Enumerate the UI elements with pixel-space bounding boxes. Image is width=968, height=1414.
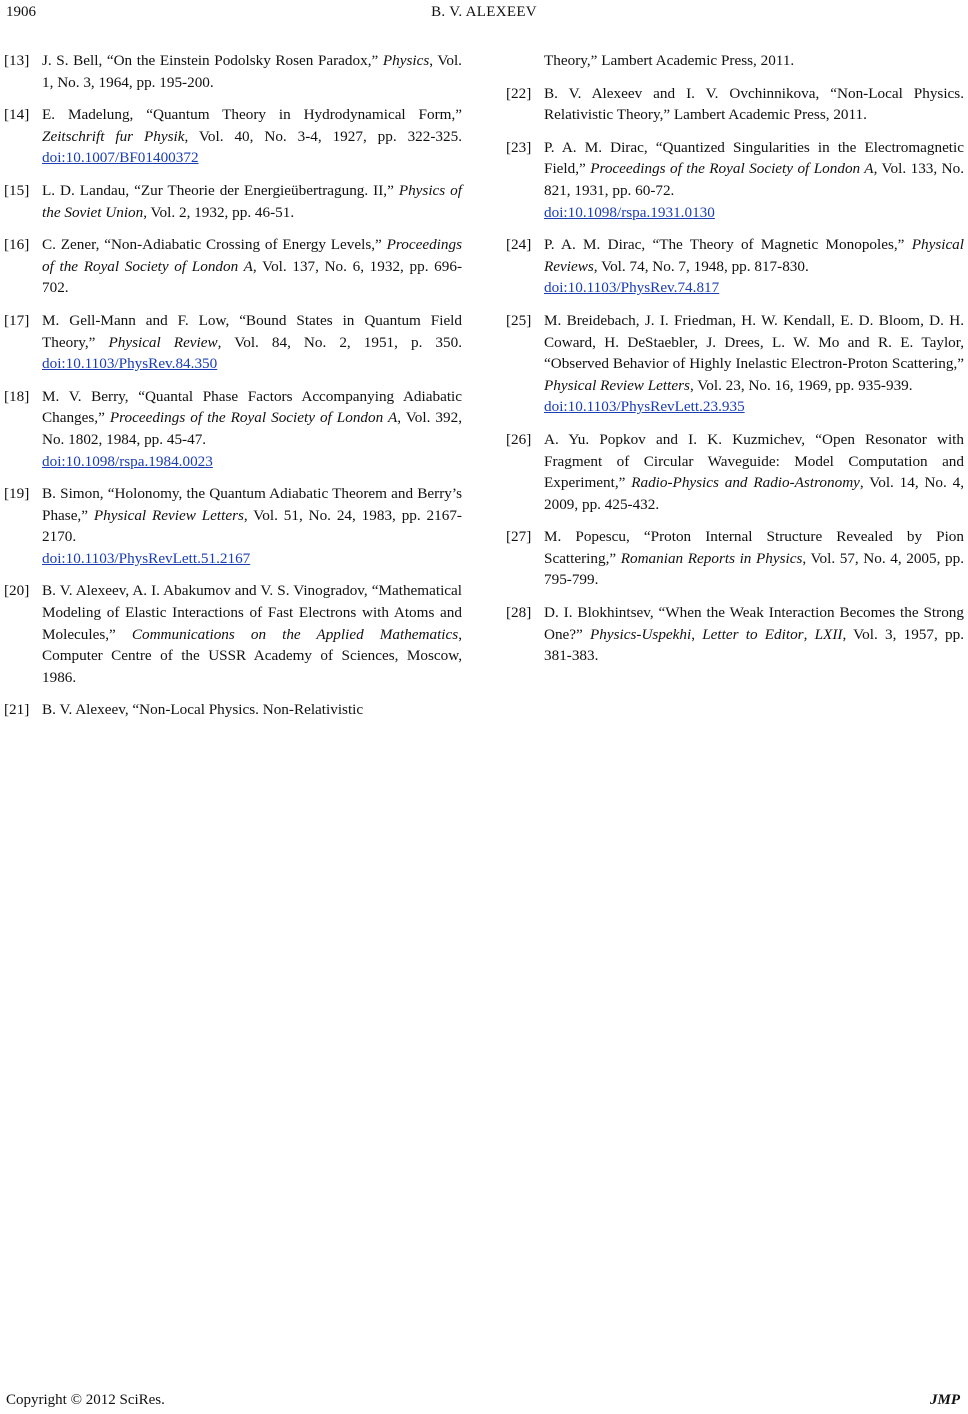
reference-text: [42, 483, 462, 569]
reference-journal: Proceedings of the Royal Society of London A: [590, 160, 874, 178]
reference-segment: , Vol. 57, No. 4, 2005, pp. 795-799.: [544, 549, 964, 589]
reference-item: [4, 386, 462, 472]
reference-segment: J. S. Bell, “On the Einstein Podolsky Rosen Paradox,”: [42, 52, 383, 69]
reference-segment: M. V. Berry, “Quantal Phase Factors Accompanying Adiabatic Changes,”: [42, 387, 462, 427]
reference-segment: , Vol. 51, No. 24, 1983, pp. 2167-2170.: [42, 506, 462, 546]
reference-journal: Zeitschrift fur Physik: [42, 127, 185, 145]
reference-item: [506, 83, 964, 126]
reference-text: [42, 310, 462, 375]
reference-item: [506, 526, 964, 591]
reference-number: [24]: [506, 236, 532, 254]
reference-text: [544, 310, 964, 418]
reference-item: [4, 180, 462, 223]
reference-segment: B. Simon, “Holonomy, the Quantum Adiabatic Theorem and Berry’s Phase,”: [42, 485, 462, 524]
reference-segment: , Vol. 40, No. 3-4, 1927, pp. 322-325.: [184, 127, 462, 145]
reference-segment: D. I. Blokhintsev, “When the Weak Interaction Becomes the Strong One?”: [544, 604, 964, 643]
reference-number: [21]: [4, 701, 30, 719]
reference-column-right: [506, 50, 964, 678]
reference-item: [506, 234, 964, 299]
reference-segment: B. V. Alexeev and I. V. Ovchinnikova, “Non-Local Physics. Relativistic Theory,” Lambert Academic Press, 2011.: [544, 84, 964, 124]
running-header-author: B. V. ALEXEEV: [431, 4, 537, 20]
reference-journal: Physical Review Letters: [93, 506, 244, 524]
reference-item: [4, 104, 462, 169]
reference-number: [27]: [506, 528, 532, 546]
footer-journal: JMP: [930, 1392, 960, 1408]
reference-segment: B. V. Alexeev, “Non-Local Physics. Non-Relativistic: [42, 701, 364, 719]
reference-column-left: [4, 50, 462, 732]
reference-journal: Proceedings of the Royal Society of London A: [109, 409, 398, 427]
reference-journal: Physical Reviews: [544, 236, 964, 275]
reference-item: [4, 580, 462, 688]
reference-text: [42, 234, 462, 299]
reference-number: [23]: [506, 138, 532, 156]
reference-segment: L. D. Landau, “Zur Theorie der Energieübertragung. II,”: [42, 181, 399, 199]
reference-segment: , Vol. 3, 1957, pp. 381-383.: [544, 625, 964, 665]
reference-number: [22]: [506, 84, 532, 102]
reference-number: [15]: [4, 181, 30, 199]
reference-segment: M. Breidebach, J. I. Friedman, H. W. Kendall, E. D. Bloom, D. H. Coward, H. DeStaebler, J. Drees, L. W. Mo and R. E. Taylor, “Observed Behavior of Highly Inelastic Electron-Proton Scattering,”: [544, 311, 964, 373]
reference-segment: ,: [803, 625, 815, 643]
reference-text: [544, 234, 964, 299]
reference-number: [26]: [506, 430, 532, 448]
reference-text: [544, 137, 964, 223]
reference-segment: , Vol. 137, No. 6, 1932, pp. 696-702.: [42, 257, 462, 297]
reference-text: [42, 50, 462, 93]
reference-segment: M. Gell-Mann and F. Low, “Bound States in Quantum Field Theory,”: [42, 311, 462, 351]
reference-item: [506, 602, 964, 667]
reference-journal: Radio-Physics and Radio-Astronomy: [631, 474, 860, 492]
doi-link[interactable]: doi:10.1007/BF01400372: [42, 149, 199, 167]
reference-segment: , Vol. 14, No. 4, 2009, pp. 425-432.: [544, 474, 965, 513]
reference-segment: E. Madelung, “Quantum Theory in Hydrodynamical Form,”: [42, 106, 462, 124]
reference-text: [42, 580, 462, 688]
page-number: 1906: [6, 4, 36, 20]
reference-journal: Physics-Uspekhi: [590, 625, 692, 643]
doi-link[interactable]: doi:10.1103/PhysRev.84.350: [42, 355, 218, 373]
reference-item: [506, 429, 964, 515]
reference-segment: A. Yu. Popkov and I. K. Kuzmichev, “Open Resonator with Fragment of Circular Waveguide: Model Computation and Experiment,”: [544, 430, 964, 492]
reference-number: [25]: [506, 311, 532, 329]
doi-link[interactable]: doi:10.1103/PhysRev.74.817: [544, 279, 720, 297]
reference-segment: M. Popescu, “Proton Internal Structure Revealed by Pion Scattering,”: [544, 528, 964, 567]
reference-segment: , Vol. 74, No. 7, 1948, pp. 817-830.: [593, 257, 809, 275]
reference-segment: , Computer Centre of the USSR Academy of Sciences, Moscow, 1986.: [42, 625, 462, 686]
reference-text: [544, 526, 964, 591]
doi-link[interactable]: doi:10.1103/PhysRevLett.23.935: [544, 398, 745, 416]
reference-journal: Physical Review Letters: [544, 376, 690, 394]
reference-number: [28]: [506, 604, 532, 622]
reference-segment: ,: [691, 625, 703, 643]
reference-21-continuation: Theory,” Lambert Academic Press, 2011.: [544, 52, 795, 69]
reference-journal: Proceedings of the Royal Society of London A: [42, 236, 462, 275]
reference-journal: Letter to Editor: [702, 625, 804, 643]
reference-number: [14]: [4, 106, 30, 124]
reference-item: [4, 699, 462, 721]
reference-item: [4, 483, 462, 569]
reference-item: [4, 234, 462, 299]
doi-link[interactable]: doi:10.1098/rspa.1931.0130: [544, 203, 715, 221]
reference-text: [42, 699, 462, 721]
reference-number: [13]: [4, 52, 30, 69]
reference-number: [17]: [4, 311, 30, 329]
reference-journal: Physical Review: [108, 333, 218, 351]
reference-segment: , Vol. 392, No. 1802, 1984, pp. 45-47.: [42, 409, 462, 448]
reference-text: [42, 180, 462, 223]
reference-journal: Romanian Reports in Physics: [620, 549, 803, 567]
reference-text: [42, 104, 462, 169]
reference-number: [16]: [4, 236, 30, 254]
footer-copyright: Copyright © 2012 SciRes.: [6, 1392, 165, 1408]
reference-journal: LXII: [814, 625, 843, 643]
reference-number: [18]: [4, 387, 30, 405]
reference-text: [544, 602, 964, 667]
reference-segment: , Vol. 133, No. 821, 1931, pp. 60-72.: [544, 160, 964, 199]
reference-segment: P. A. M. Dirac, “The Theory of Magnetic Monopoles,”: [544, 236, 912, 254]
reference-journal: Physics of the Soviet Union: [42, 181, 462, 221]
reference-text: [544, 429, 964, 515]
reference-item: [4, 50, 462, 93]
reference-item: [4, 310, 462, 375]
reference-segment: , Vol. 1, No. 3, 1964, pp. 195-200.: [42, 52, 462, 91]
doi-link[interactable]: doi:10.1103/PhysRevLett.51.2167: [42, 549, 251, 567]
reference-item: [506, 310, 964, 418]
reference-text: [42, 386, 462, 472]
reference-journal: Communications on the Applied Mathematics: [131, 625, 459, 643]
reference-segment: , Vol. 23, No. 16, 1969, pp. 935-939.: [689, 376, 913, 394]
reference-segment: , Vol. 2, 1932, pp. 46-51.: [143, 203, 295, 221]
reference-text: [544, 83, 964, 126]
reference-segment: C. Zener, “Non-Adiabatic Crossing of Energy Levels,”: [42, 236, 387, 254]
reference-number: [19]: [4, 485, 30, 503]
reference-segment: B. V. Alexeev, A. I. Abakumov and V. S. Vinogradov, “Mathematical Modeling of Elastic Interactions of Fast Electrons with Atoms and Molecules,”: [42, 582, 462, 643]
reference-number: [20]: [4, 582, 30, 600]
doi-link[interactable]: doi:10.1098/rspa.1984.0023: [42, 452, 213, 470]
reference-segment: , Vol. 84, No. 2, 1951, p. 350.: [217, 333, 462, 351]
reference-item: [506, 137, 964, 223]
reference-journal: Physics: [382, 52, 430, 69]
reference-segment: P. A. M. Dirac, “Quantized Singularities in the Electromagnetic Field,”: [544, 138, 964, 178]
